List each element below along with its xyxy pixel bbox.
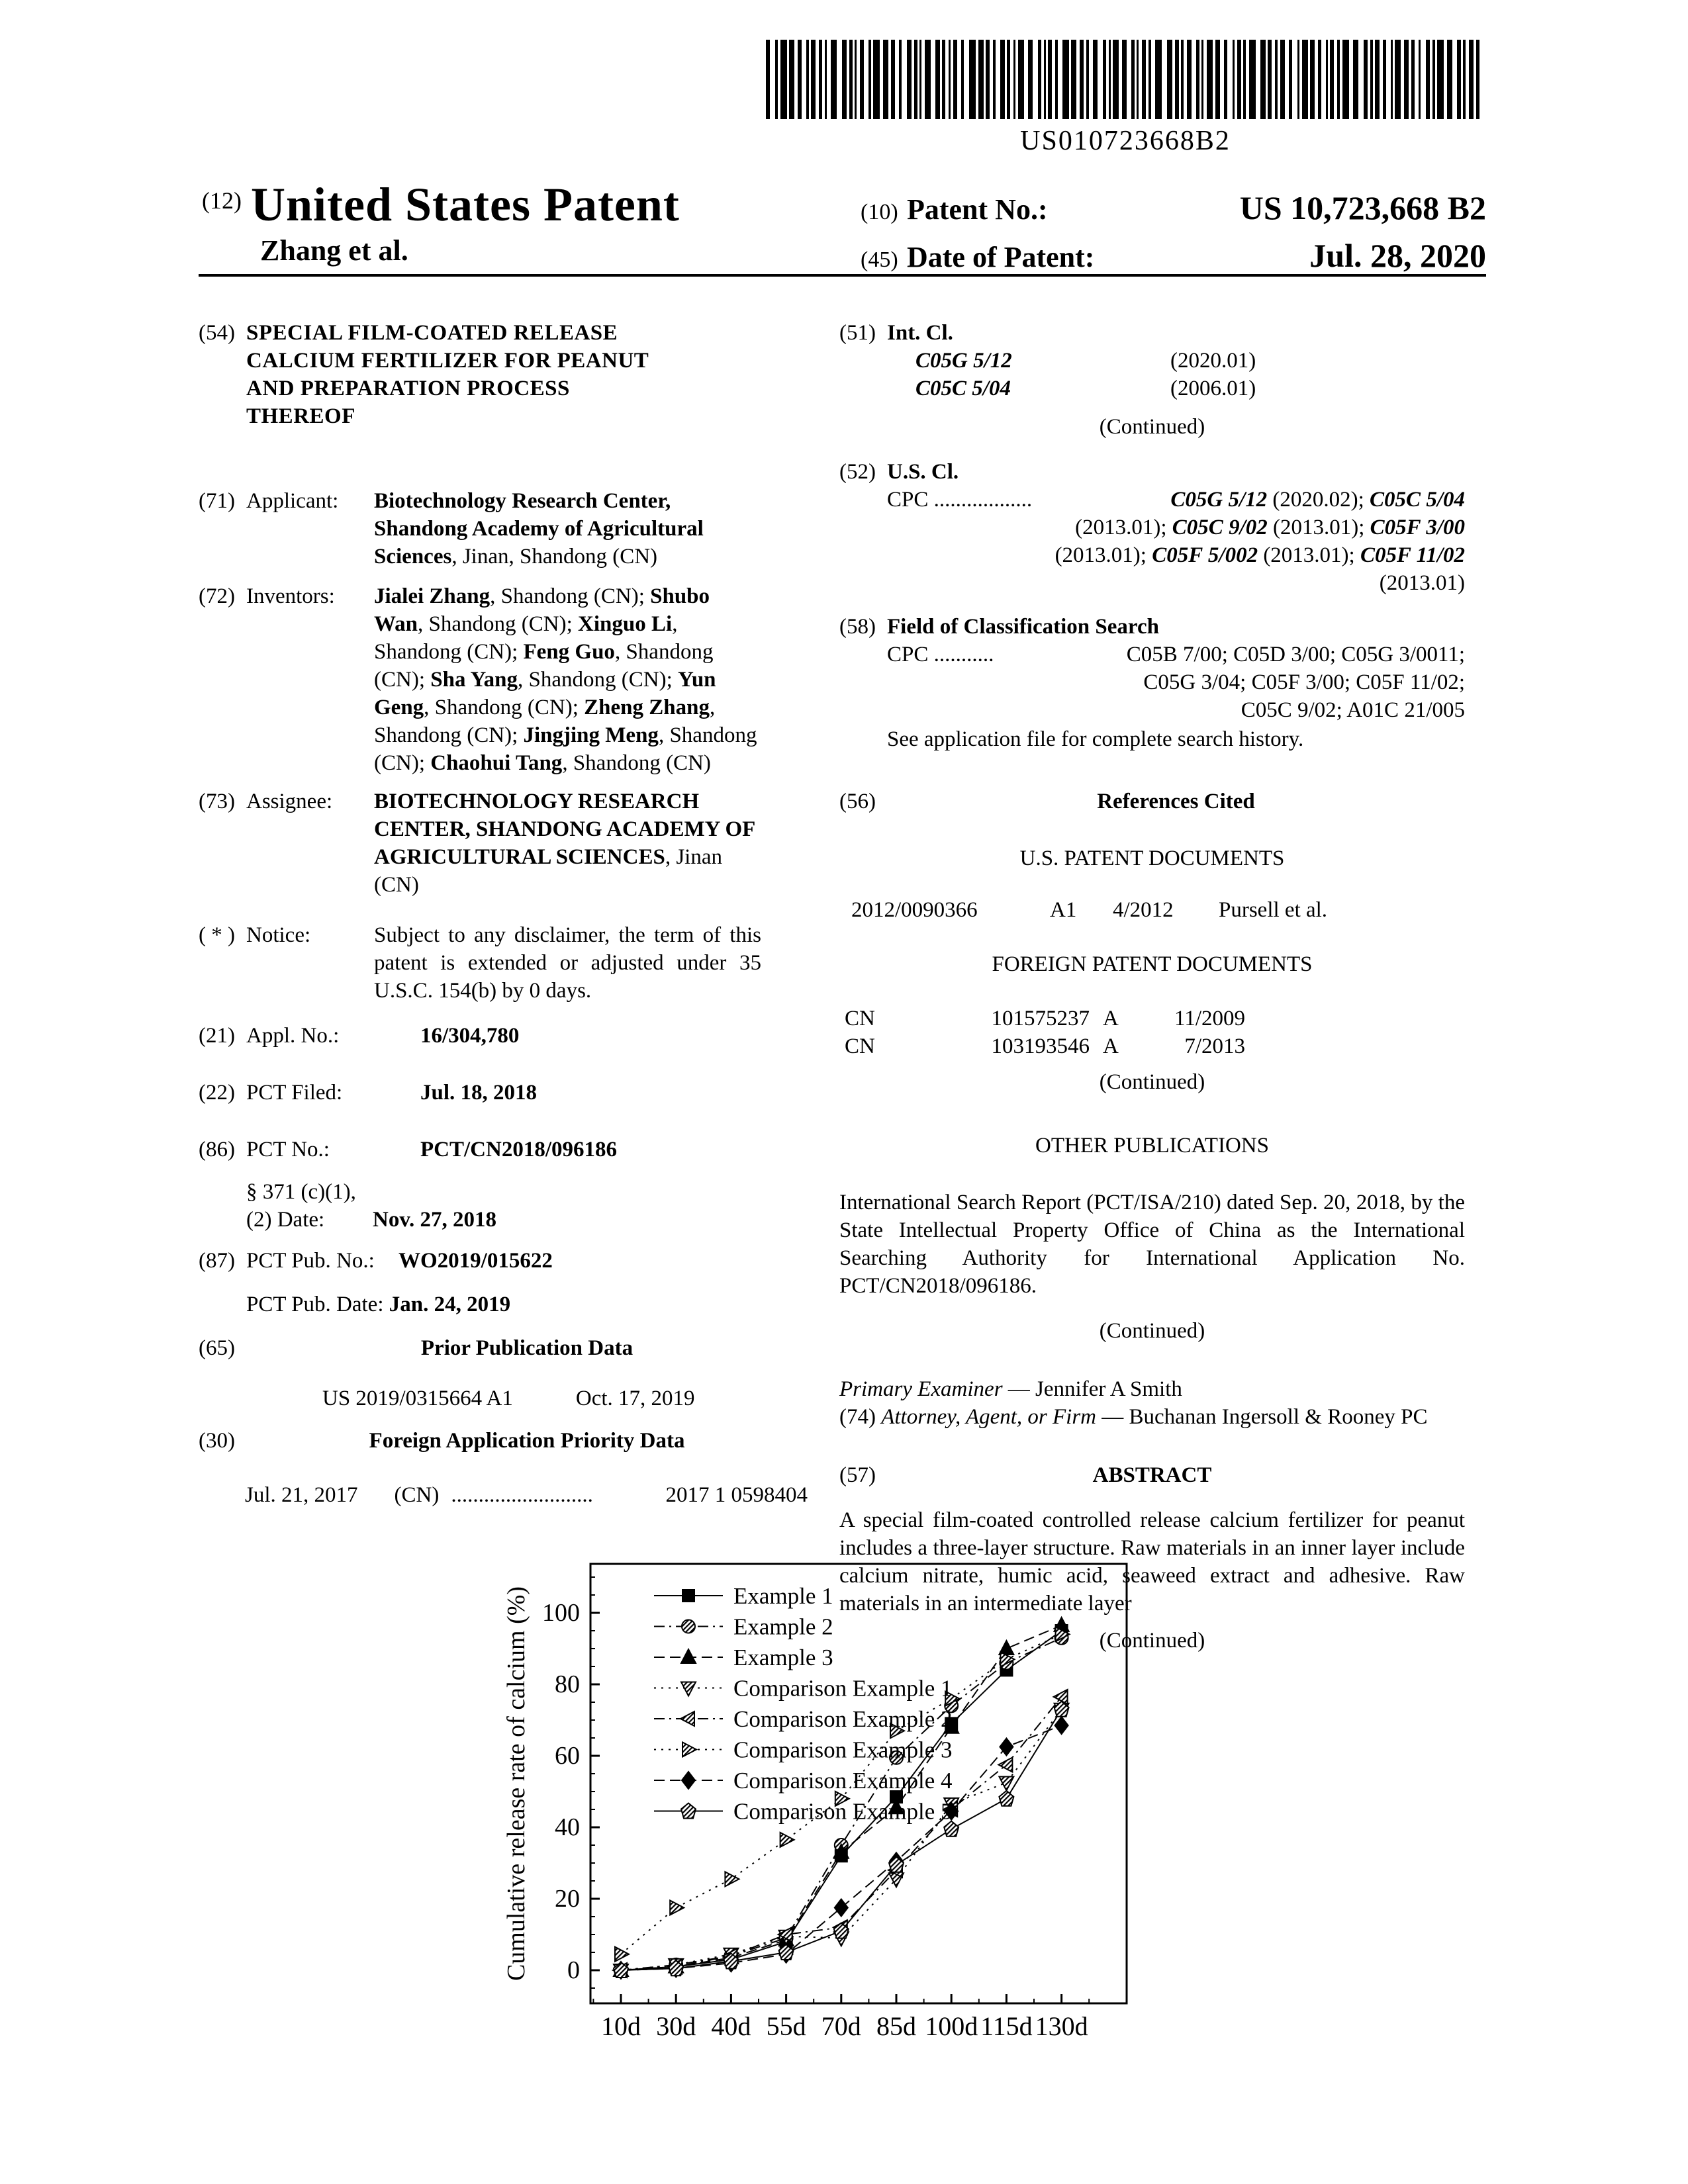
svg-text:40d: 40d: [711, 2011, 751, 2041]
header-divider: [199, 274, 1486, 277]
pct-no-value: PCT/CN2018/096186: [420, 1138, 617, 1161]
field-number-21: (21): [199, 1024, 235, 1048]
prior-publication-heading: Prior Publication Data: [420, 1336, 633, 1360]
svg-text:Example 1: Example 1: [733, 1583, 833, 1609]
applicant-label: Applicant:: [246, 489, 339, 513]
pct-no-label: PCT No.:: [246, 1138, 330, 1161]
field-number-star: ( * ): [199, 923, 235, 947]
continued-note: (Continued): [1099, 415, 1205, 439]
right-column: [839, 319, 1465, 1672]
foreign-patent-doc-row: [839, 1032, 1465, 1060]
doc-kind: A: [1103, 1034, 1119, 1058]
field-search-heading: Field of Classification Search: [887, 615, 1159, 639]
us-patent-docs-heading: U.S. PATENT DOCUMENTS: [1019, 846, 1285, 870]
dot-leader: ..........................: [451, 1483, 593, 1507]
doc-date: 4/2012: [1113, 898, 1174, 922]
patent-no-value: US 10,723,668 B2: [1239, 189, 1486, 226]
pct-filed-label: PCT Filed:: [246, 1081, 343, 1105]
field-number-45: (45): [861, 248, 898, 272]
svg-text:85d: 85d: [876, 2011, 916, 2041]
cpc-codes: (2013.01); C05F 5/002 (2013.01); C05F 11/02: [1055, 543, 1465, 567]
pct-filed-value: Jul. 18, 2018: [420, 1081, 538, 1105]
field-number-86: (86): [199, 1138, 235, 1161]
svg-text:0: 0: [567, 1956, 580, 1984]
section-87-pct-pub: [199, 1247, 808, 1318]
svg-text:Comparison Example 4: Comparison Example 4: [733, 1768, 953, 1794]
section-54-title: [199, 319, 808, 430]
prior-publication-date: Oct. 17, 2019: [575, 1387, 695, 1410]
section-72-inventors: [199, 582, 808, 777]
us-cl-heading: U.S. Cl.: [887, 460, 959, 484]
svg-text:Comparison Example 5: Comparison Example 5: [733, 1798, 953, 1825]
patent-date-row: [861, 236, 1486, 275]
field-number-65: (65): [199, 1336, 235, 1360]
cpc-search-codes: C05C 9/02; A01C 21/005: [1241, 698, 1465, 722]
foreign-patent-docs-heading: FOREIGN PATENT DOCUMENTS: [992, 952, 1313, 976]
applicant-value: Biotechnology Research Center, Shandong Academy of Agricultural Sciences, Jinan, Shandong (CN): [374, 489, 704, 569]
field-number-54: (54): [199, 321, 235, 345]
int-cl-code: C05C 5/04: [915, 377, 1011, 400]
field-number-73: (73): [199, 790, 235, 813]
svg-text:Comparison Example 1: Comparison Example 1: [733, 1675, 953, 1702]
pct-371-date-value: Nov. 27, 2018: [373, 1208, 497, 1232]
doc-kind: A: [1103, 1007, 1119, 1030]
svg-text:Comparison Example 2: Comparison Example 2: [733, 1706, 953, 1732]
cpc-search-codes: C05G 3/04; C05F 3/00; C05F 11/02;: [1143, 670, 1465, 694]
patent-number-row: [861, 189, 1486, 227]
notice-text: Subject to any disclaimer, the term of this patent is extended or adjusted under 35 U.S.C. 154(b) by 0 days.: [374, 923, 761, 1003]
field-number-87: (87): [199, 1249, 235, 1273]
figure-chart: [490, 1532, 1172, 2128]
date-of-patent-label: Date of Patent:: [907, 241, 1095, 273]
section-22-pct-filed: [199, 1079, 808, 1107]
section-51-int-cl: [839, 319, 1465, 402]
svg-text:20: 20: [555, 1885, 580, 1913]
doc-country: CN: [845, 1007, 875, 1030]
continued-note: (Continued): [1099, 1070, 1205, 1094]
cpc-codes: (2013.01); C05C 9/02 (2013.01); C05F 3/00: [1075, 516, 1465, 539]
field-number-71: (71): [199, 489, 235, 513]
foreign-priority-row: [199, 1481, 808, 1509]
attorney-line: (74) Attorney, Agent, or Firm — Buchanan Ingersoll & Rooney PC: [839, 1405, 1428, 1429]
int-cl-date: (2020.01): [1170, 349, 1256, 373]
invention-title: SPECIAL FILM-COATED RELEASE CALCIUM FERTILIZER FOR PEANUT AND PREPARATION PROCESS THEREOF: [246, 321, 649, 428]
doc-number: 103193546: [991, 1034, 1090, 1058]
field-number-51: (51): [839, 321, 876, 345]
header-left: [202, 177, 837, 267]
field-number-30: (30): [199, 1429, 235, 1453]
left-column: [199, 319, 808, 1509]
continued-note: (Continued): [1099, 1629, 1205, 1653]
assignee-label: Assignee:: [246, 790, 333, 813]
doc-name: Pursell et al.: [1219, 898, 1328, 922]
priority-date: Jul. 21, 2017: [245, 1483, 358, 1507]
foreign-priority-heading: Foreign Application Priority Data: [369, 1429, 685, 1453]
header-right: [861, 189, 1486, 284]
barcode-icon: [765, 40, 1486, 120]
date-of-patent-value: Jul. 28, 2020: [1309, 237, 1486, 274]
svg-text:130d: 130d: [1035, 2011, 1088, 2041]
section-58-field-of-search: [839, 613, 1465, 753]
svg-text:40: 40: [555, 1813, 580, 1841]
svg-text:60: 60: [555, 1742, 580, 1770]
doc-number: 101575237: [991, 1007, 1090, 1030]
other-publications-heading: OTHER PUBLICATIONS: [1035, 1134, 1269, 1158]
abstract-heading: ABSTRACT: [1092, 1463, 1212, 1487]
svg-text:Cumulative release rate of cal: Cumulative release rate of calcium (%): [502, 1586, 530, 1981]
svg-text:100: 100: [542, 1599, 580, 1627]
priority-country: (CN): [394, 1483, 440, 1507]
cpc-search-codes: C05B 7/00; C05D 3/00; C05G 3/0011;: [1126, 643, 1465, 666]
pct-pub-no-value: WO2019/015622: [399, 1249, 553, 1273]
svg-text:30d: 30d: [656, 2011, 696, 2041]
references-cited-heading: References Cited: [1097, 790, 1255, 813]
pct-pub-date-label: PCT Pub. Date:: [246, 1293, 384, 1316]
int-cl-code: C05G 5/12: [915, 349, 1012, 373]
barcode-number: US010723668B2: [1020, 126, 1231, 156]
cpc-label: CPC ..................: [887, 488, 1033, 512]
doc-country: CN: [845, 1034, 875, 1058]
search-history-note: See application file for complete search history.: [887, 727, 1304, 751]
svg-text:55d: 55d: [766, 2011, 806, 2041]
inventors-value: Jialei Zhang, Shandong (CN); Shubo Wan, Shandong (CN); Xinguo Li, Shandong (CN); Feng Guo, Shandong (CN); Sha Yang, Shandong (CN); Yun Geng, Shandong (CN); Zheng Zhang, Shandong (CN); Jingjing Meng, Shandong (CN); Chaohui Tang, Shandong (CN): [374, 584, 757, 775]
assignee-value: BIOTECHNOLOGY RESEARCH CENTER, SHANDONG ACADEMY OF AGRICULTURAL SCIENCES, Jinan (CN): [374, 790, 755, 897]
section-71-applicant: [199, 487, 808, 570]
notice-label: Notice:: [246, 923, 311, 947]
int-cl-date: (2006.01): [1170, 377, 1256, 400]
appl-no-value: 16/304,780: [420, 1024, 520, 1048]
doc-date: 7/2013: [1184, 1034, 1245, 1058]
section-73-assignee: [199, 788, 808, 899]
field-number-58: (58): [839, 615, 876, 639]
doc-date: 11/2009: [1174, 1007, 1245, 1030]
doc-kind: A1: [1050, 898, 1077, 922]
svg-text:10d: 10d: [601, 2011, 641, 2041]
field-number-22: (22): [199, 1081, 235, 1105]
doc-number: 2012/0090366: [851, 898, 978, 922]
release-rate-chart: [490, 1532, 1172, 2128]
appl-no-label: Appl. No.:: [246, 1024, 340, 1048]
section-30-foreign-priority: [199, 1427, 808, 1481]
svg-text:115d: 115d: [980, 2011, 1033, 2041]
cpc-label: CPC ...........: [887, 643, 994, 666]
other-publications-text: International Search Report (PCT/ISA/210) dated Sep. 20, 2018, by the State Intellectual Property Office of China as the International Searching Authority for International Application No. PCT/CN2018/096186.: [839, 1191, 1465, 1298]
section-52-us-cl: [839, 458, 1465, 597]
field-number-52: (52): [839, 460, 876, 484]
svg-text:Example 3: Example 3: [733, 1645, 833, 1670]
svg-text:Comparison Example 3: Comparison Example 3: [733, 1737, 953, 1763]
pct-pub-no-label: PCT Pub. No.:: [246, 1249, 375, 1273]
section-86-pct-no: [199, 1136, 808, 1234]
foreign-patent-doc-row: [839, 1005, 1465, 1032]
svg-text:70d: 70d: [821, 2011, 861, 2041]
prior-publication-number: US 2019/0315664 A1: [322, 1387, 513, 1410]
primary-examiner-line: Primary Examiner — Jennifer A Smith: [839, 1377, 1182, 1401]
pct-371-date-label: (2) Date:: [246, 1208, 325, 1232]
patent-no-label: Patent No.:: [907, 193, 1048, 226]
cpc-codes: (2013.01): [1379, 571, 1465, 595]
continued-note: (Continued): [1099, 1319, 1205, 1343]
barcode-block: [765, 40, 1486, 157]
abstract-text: A special film-coated controlled release calcium fertilizer for peanut includes a three-layer structure. Raw materials in an inner layer include calcium nitrate, humic acid, seaweed extract and adhesive. Raw materials in an intermediate layer: [839, 1508, 1465, 1615]
section-65-prior-pub: [199, 1334, 808, 1412]
cpc-codes: C05G 5/12 (2020.02); C05C 5/04: [1170, 488, 1465, 512]
inventors-label: Inventors:: [246, 584, 335, 608]
field-number-56: (56): [839, 790, 876, 813]
field-number-12: (12): [202, 187, 242, 214]
page-title: United States Patent: [250, 178, 680, 231]
section-21-appl-no: [199, 1022, 808, 1050]
section-56-references: [839, 788, 1465, 815]
field-number-10: (10): [861, 200, 898, 224]
pct-371-line: § 371 (c)(1),: [246, 1180, 356, 1204]
svg-text:80: 80: [555, 1670, 580, 1698]
int-cl-heading: Int. Cl.: [887, 321, 953, 345]
svg-text:100d: 100d: [925, 2011, 978, 2041]
section-57-abstract: [839, 1461, 1465, 1489]
pct-pub-date-value: Jan. 24, 2019: [389, 1293, 511, 1316]
field-number-57: (57): [839, 1463, 876, 1487]
priority-number: 2017 1 0598404: [665, 1483, 808, 1507]
field-number-72: (72): [199, 584, 235, 608]
svg-text:Example 2: Example 2: [733, 1614, 833, 1640]
us-patent-doc-row: [839, 896, 1465, 924]
header-authors: Zhang et al.: [260, 234, 408, 267]
section-notice: [199, 921, 808, 1005]
